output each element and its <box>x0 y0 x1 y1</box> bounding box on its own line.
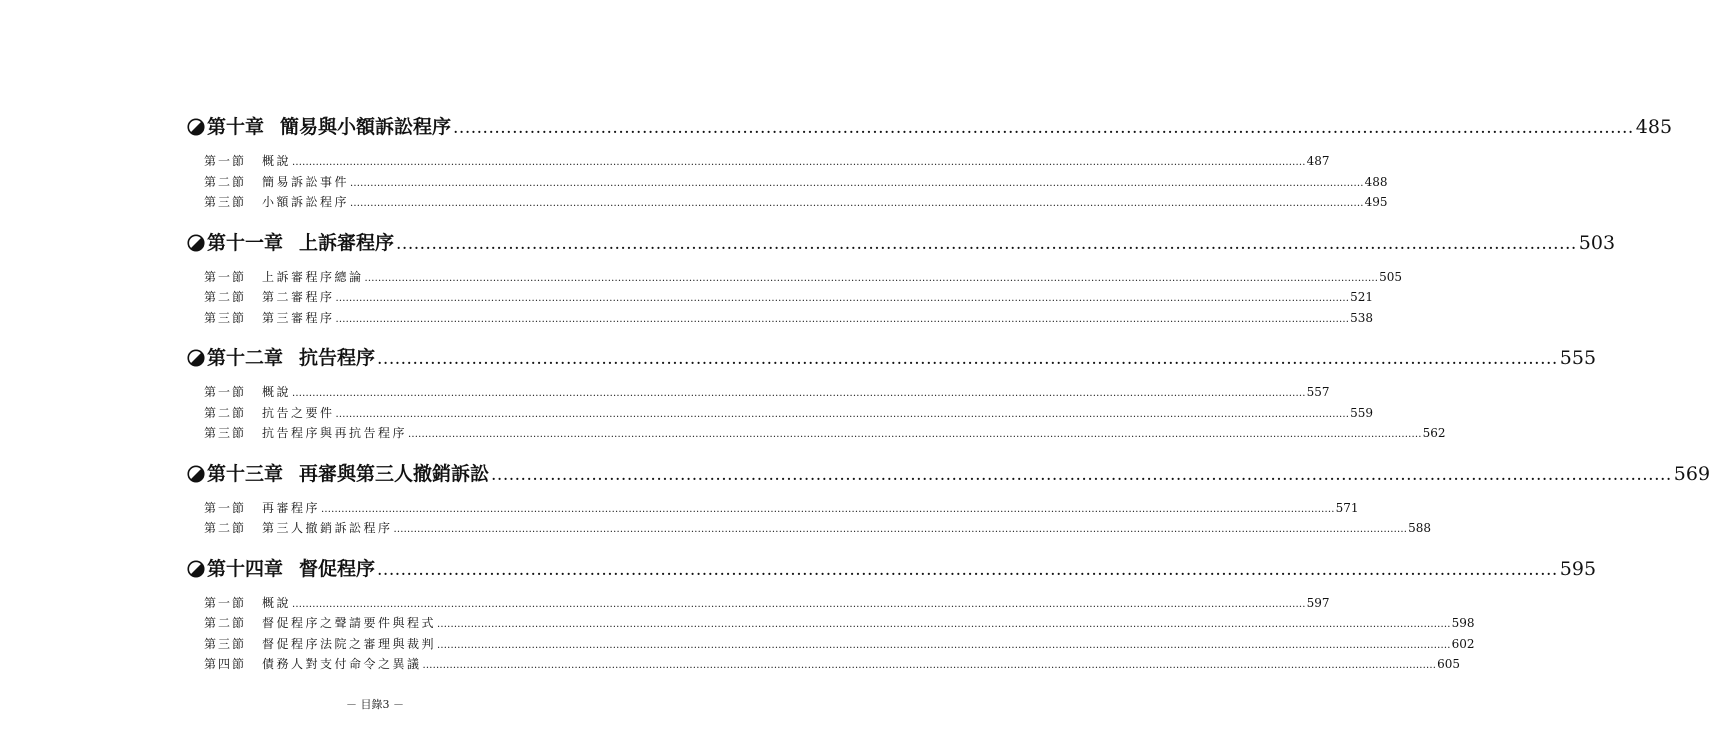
section-entry[interactable] <box>204 635 1475 656</box>
chapter-number: 第十一章 <box>207 231 284 254</box>
section-list <box>187 268 1403 330</box>
section-number: 第一節 <box>204 500 247 515</box>
section-page-number: 521 <box>1350 290 1374 304</box>
section-page-number: 487 <box>1306 154 1330 168</box>
half-filled-circle-icon <box>187 118 205 136</box>
section-page-number: 597 <box>1306 595 1330 610</box>
chapter-number: 第十章 <box>207 116 265 138</box>
section-list <box>187 499 1432 540</box>
section-number: 第四節 <box>204 657 247 671</box>
chapter-row[interactable] <box>187 554 1597 584</box>
dot-leader: ........................................................................................................................................................................................................ <box>396 233 1577 254</box>
section-title: 第二審程序 <box>262 290 335 304</box>
section-title: 概說 <box>262 595 292 610</box>
section-number: 第三節 <box>204 310 247 325</box>
section-number: 第三節 <box>204 636 247 651</box>
section-entry[interactable] <box>204 424 1446 445</box>
section-entry[interactable] <box>204 152 1330 173</box>
section-number: 第一節 <box>204 385 247 399</box>
section-title: 簡易訴訟事件 <box>262 174 350 189</box>
dot-leader: ............................................................................................................................................................................................................................................................................................................ <box>437 639 1451 651</box>
dot-leader: ........................................................................................................................................................................................................ <box>491 464 1672 485</box>
section-page-number: 588 <box>1408 521 1432 535</box>
chapter-title: 再審與第三人撤銷訴訟 <box>299 462 490 485</box>
section-page-number: 598 <box>1451 616 1475 630</box>
section-title: 第三審程序 <box>262 310 335 325</box>
section-list <box>187 594 1475 676</box>
chapter-number: 第十三章 <box>207 462 284 485</box>
dot-leader: ............................................................................................................................................................................................................................................................................................................ <box>422 660 1437 671</box>
dot-leader: ............................................................................................................................................................................................................................................................................................................ <box>292 598 1306 610</box>
section-entry[interactable] <box>204 173 1388 194</box>
section-entry[interactable] <box>204 655 1461 676</box>
chapter-row[interactable] <box>187 228 1616 258</box>
section-page-number: 559 <box>1350 405 1374 420</box>
chapter-heading <box>187 554 1597 584</box>
dot-leader: ............................................................................................................................................................................................................................................................................................................ <box>364 272 1379 284</box>
section-entry[interactable] <box>204 383 1330 404</box>
section-entry[interactable] <box>204 268 1403 289</box>
chapter-number: 第十四章 <box>207 557 284 580</box>
section-number: 第三節 <box>204 426 247 440</box>
dot-leader: ............................................................................................................................................................................................................................................................................................................ <box>408 429 1422 440</box>
chapter-row[interactable] <box>187 459 1710 489</box>
chapter-page-number: 503 <box>1578 231 1616 254</box>
section-entry[interactable] <box>204 594 1330 615</box>
half-filled-circle-icon <box>187 465 205 483</box>
section-number: 第二節 <box>204 521 247 535</box>
section-number: 第一節 <box>204 269 247 284</box>
dot-leader: ............................................................................................................................................................................................................................................................................................................ <box>292 157 1306 168</box>
chapter-page-number: 569 <box>1673 462 1710 485</box>
dot-leader: ........................................................................................................................................................................................................ <box>377 559 1558 580</box>
chapter-number: 第十二章 <box>207 347 284 369</box>
dot-leader: ............................................................................................................................................................................................................................................................................................................ <box>335 408 1350 420</box>
section-entry[interactable] <box>204 288 1374 309</box>
section-list <box>187 152 1388 214</box>
section-title: 督促程序之聲請要件與程式 <box>262 616 437 630</box>
dot-leader: ............................................................................................................................................................................................................................................................................................................ <box>350 198 1364 209</box>
section-entry[interactable] <box>204 309 1374 330</box>
section-page-number: 571 <box>1335 500 1359 515</box>
section-number: 第二節 <box>204 290 247 304</box>
chapter-heading <box>187 343 1597 373</box>
section-page-number: 605 <box>1437 657 1461 671</box>
section-page-number: 538 <box>1350 310 1374 325</box>
dot-leader: ............................................................................................................................................................................................................................................................................................................ <box>335 293 1350 304</box>
section-number: 第二節 <box>204 405 247 420</box>
section-title: 抗告程序與再抗告程序 <box>262 426 408 440</box>
section-page-number: 495 <box>1364 195 1388 209</box>
section-entry[interactable] <box>204 404 1374 425</box>
chapter-page-number: 485 <box>1635 116 1673 138</box>
chapter-title: 上訴審程序 <box>299 231 395 254</box>
page-footer: － 目錄3 － <box>346 698 404 711</box>
chapter-page-number: 555 <box>1559 347 1597 369</box>
table-of-contents <box>187 112 1710 690</box>
chapter-heading <box>187 228 1616 258</box>
section-title: 債務人對支付命令之異議 <box>262 657 422 671</box>
dot-leader: ............................................................................................................................................................................................................................................................................................................ <box>292 388 1306 399</box>
section-title: 概說 <box>262 154 292 168</box>
half-filled-circle-icon <box>187 234 205 252</box>
section-page-number: 488 <box>1364 174 1388 189</box>
half-filled-circle-icon <box>187 349 205 367</box>
section-number: 第一節 <box>204 595 247 610</box>
section-entry[interactable] <box>204 519 1432 540</box>
section-page-number: 602 <box>1451 636 1475 651</box>
dot-leader: ............................................................................................................................................................................................................................................................................................................ <box>393 524 1408 535</box>
section-page-number: 562 <box>1422 426 1446 440</box>
chapter-row[interactable] <box>187 112 1673 142</box>
chapter-heading <box>187 112 1673 142</box>
section-title: 督促程序法院之審理與裁判 <box>262 636 437 651</box>
section-title: 再審程序 <box>262 500 321 515</box>
dot-leader: ............................................................................................................................................................................................................................................................................................................ <box>335 313 1350 325</box>
section-entry[interactable] <box>204 614 1475 635</box>
dot-leader: ............................................................................................................................................................................................................................................................................................................ <box>437 619 1451 630</box>
section-number: 第二節 <box>204 174 247 189</box>
section-page-number: 557 <box>1306 385 1330 399</box>
half-filled-circle-icon <box>187 560 205 578</box>
section-title: 上訴審程序總論 <box>262 269 364 284</box>
section-entry[interactable] <box>204 193 1388 214</box>
chapter-title: 簡易與小額訴訟程序 <box>280 116 452 138</box>
dot-leader: ............................................................................................................................................................................................................................................................................................................ <box>321 503 1335 515</box>
section-title: 小額訴訟程序 <box>262 195 350 209</box>
chapter-row[interactable] <box>187 343 1597 373</box>
section-title: 抗告之要件 <box>262 405 335 420</box>
section-title: 概說 <box>262 385 292 399</box>
chapter-title: 督促程序 <box>299 557 376 580</box>
dot-leader: ............................................................................................................................................................................................................................................................................................................ <box>350 177 1364 189</box>
section-title: 第三人撤銷訴訟程序 <box>262 521 393 535</box>
section-page-number: 505 <box>1379 269 1403 284</box>
dot-leader: ........................................................................................................................................................................................................ <box>377 349 1558 369</box>
chapter-heading <box>187 459 1710 489</box>
chapter-title: 抗告程序 <box>299 347 376 369</box>
section-list <box>187 383 1446 445</box>
section-number: 第二節 <box>204 616 247 630</box>
section-number: 第一節 <box>204 154 247 168</box>
section-entry[interactable] <box>204 499 1359 520</box>
section-number: 第三節 <box>204 195 247 209</box>
dot-leader: ........................................................................................................................................................................................................ <box>453 118 1634 138</box>
chapter-page-number: 595 <box>1559 557 1597 580</box>
